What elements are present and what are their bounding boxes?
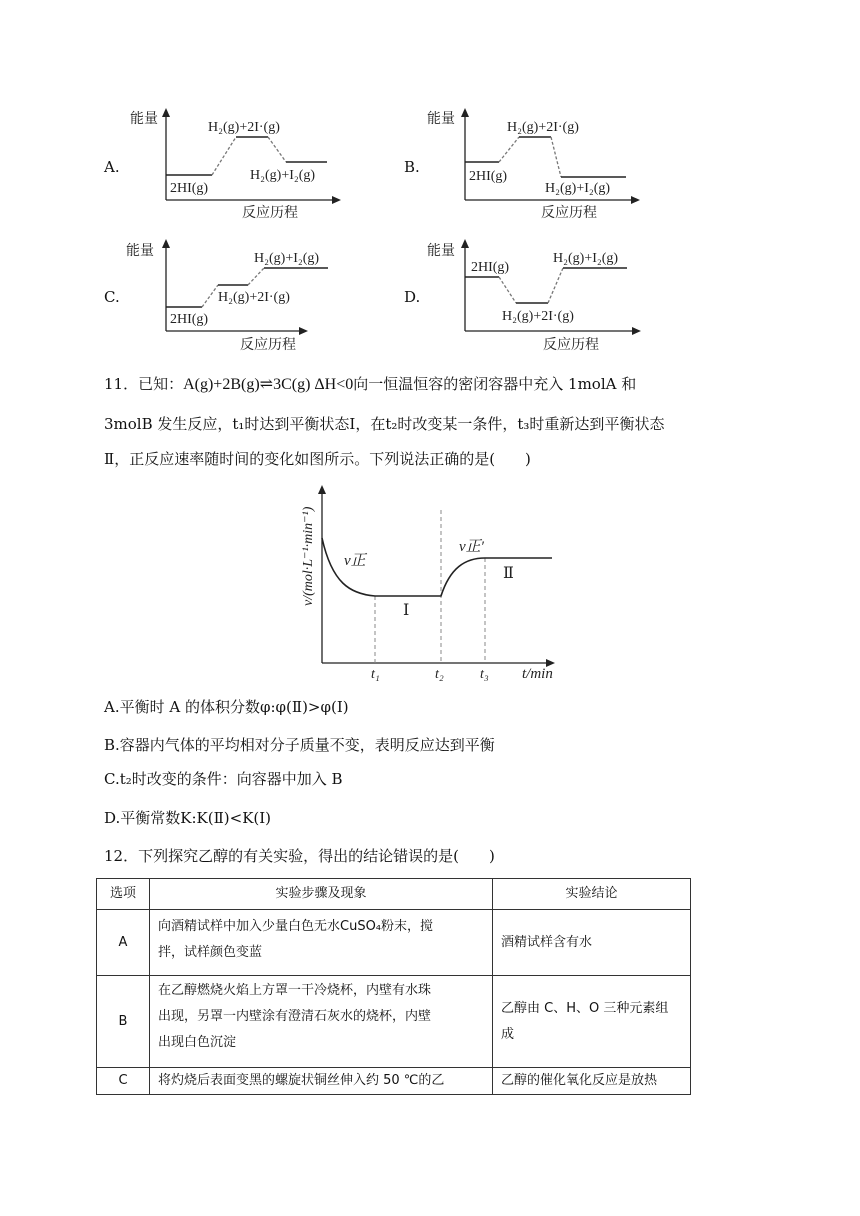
row-conclusion: 乙醇由 C、H、O 三种元素组 成 xyxy=(493,976,691,1068)
table-row xyxy=(97,976,691,1068)
y-axis-label: 能量 xyxy=(130,112,158,127)
option-letter-c: C. xyxy=(104,288,120,306)
x-axis-label: 反应历程 xyxy=(543,338,599,353)
y-arrow-icon xyxy=(461,239,469,248)
row-steps: 将灼烧后表面变黑的螺旋状铜丝伸入约 50 ℃的乙 xyxy=(150,1068,493,1095)
start-label: 2HI(g) xyxy=(170,312,209,327)
end-label: H₂(g)+I₂(g) xyxy=(254,251,320,266)
row-option: A xyxy=(97,910,150,976)
row-option: B xyxy=(97,976,150,1068)
option-b: B.容器内气体的平均相对分子质量不变，表明反应达到平衡 xyxy=(104,736,495,754)
header-option: 选项 xyxy=(97,879,150,910)
option-letter-a: A. xyxy=(104,158,120,176)
x-axis-label: 反应历程 xyxy=(240,338,296,353)
table-row xyxy=(97,1068,691,1095)
y-axis-label: 能量 xyxy=(126,244,154,259)
energy-diagram-a-svg xyxy=(110,100,350,225)
question-12-stem: 12．下列探究乙醇的有关实验，得出的结论错误的是( ) xyxy=(104,847,495,865)
energy-diagram-b-svg xyxy=(409,100,649,225)
question-11-line1 xyxy=(104,374,636,395)
question-11-line3: Ⅱ，正反应速率随时间的变化如图所示。下列说法正确的是( ) xyxy=(104,450,531,468)
start-label: 2HI(g) xyxy=(471,260,510,275)
mid-label: H₂(g)+2I·(g) xyxy=(502,309,574,324)
y-arrow-icon xyxy=(162,239,170,248)
mid-label: H₂(g)+2I·(g) xyxy=(507,120,579,135)
y-arrow-icon xyxy=(461,108,469,117)
y-axis-label: 能量 xyxy=(427,244,455,259)
row-steps: 在乙醇燃烧火焰上方罩一干冷烧杯，内壁有水珠 出现，另罩一内壁涂有澄清石灰水的烧杯，内壁 出现白色沉淀 xyxy=(150,976,493,1068)
x-arrow-icon xyxy=(631,196,640,204)
y-arrow-icon xyxy=(162,108,170,117)
row-conclusion: 酒精试样含有水 xyxy=(493,910,691,976)
end-label: H₂(g)+I₂(g) xyxy=(250,168,316,183)
energy-diagram-d-svg xyxy=(409,231,649,356)
start-label: 2HI(g) xyxy=(170,181,209,196)
mid-label: H₂(g)+2I·(g) xyxy=(218,290,290,305)
header-steps: 实验步骤及现象 xyxy=(150,879,493,910)
series-label-v-forward: v正 xyxy=(344,553,366,569)
y-axis-label: v/(mol·L⁻¹·min⁻¹) xyxy=(301,506,316,606)
guide-lines xyxy=(375,510,485,663)
x-arrow-icon xyxy=(332,196,341,204)
option-a: A.平衡时 A 的体积分数φ:φ(Ⅱ)>φ(Ⅰ) xyxy=(104,698,349,716)
reaction-equation: A(g)+2B(g)⇌3C(g) ΔH<0 xyxy=(183,376,354,393)
x-arrow-icon xyxy=(632,327,641,335)
row-steps: 向酒精试样中加入少量白色无水CuSO₄粉末，搅 拌，试样颜色变蓝 xyxy=(150,910,493,976)
region-label-ii: Ⅱ xyxy=(503,565,514,582)
header-conclusion: 实验结论 xyxy=(493,879,691,910)
y-arrow-icon xyxy=(318,485,326,494)
y-axis-label: 能量 xyxy=(427,112,455,127)
option-letter-b: B. xyxy=(404,158,420,176)
row-conclusion: 乙醇的催化氧化反应是放热 xyxy=(493,1068,691,1095)
mid-label: H₂(g)+2I·(g) xyxy=(208,120,280,135)
row-option: C xyxy=(97,1068,150,1095)
option-letter-d: D. xyxy=(404,288,421,306)
end-label: H₂(g)+I₂(g) xyxy=(545,181,611,196)
region-label-i: Ⅰ xyxy=(403,602,410,619)
question-number: 11．已知： xyxy=(104,375,184,393)
end-label: H₂(g)+I₂(g) xyxy=(553,251,619,266)
x-axis-label: 反应历程 xyxy=(541,206,597,221)
series-label-v-forward-prime: v正′ xyxy=(459,539,484,555)
x-axis-label: t/min xyxy=(522,666,553,682)
energy-diagram-c-svg xyxy=(110,231,350,356)
tick-label-t3: t₃ xyxy=(480,667,489,682)
tick-label-t1: t₁ xyxy=(371,667,380,682)
x-axis-label: 反应历程 xyxy=(242,206,298,221)
experiment-table xyxy=(96,878,691,1095)
option-c: C.t₂时改变的条件：向容器中加入 B xyxy=(104,770,343,788)
chart-axes xyxy=(318,485,555,667)
option-d: D.平衡常数K:K(Ⅱ)<K(Ⅰ) xyxy=(104,809,272,827)
rate-time-chart xyxy=(290,478,580,686)
x-arrow-icon xyxy=(299,327,308,335)
start-label: 2HI(g) xyxy=(469,169,508,184)
question-11-line2: 3molB 发生反应，t₁时达到平衡状态Ⅰ，在t₂时改变某一条件，t₃时重新达到平衡状态 xyxy=(104,415,665,433)
question-11-text-1: 向一恒温恒容的密闭容器中充入 1molA 和 xyxy=(353,375,637,393)
table-header-row xyxy=(97,879,691,910)
table-row xyxy=(97,910,691,976)
tick-label-t2: t₂ xyxy=(435,667,444,682)
